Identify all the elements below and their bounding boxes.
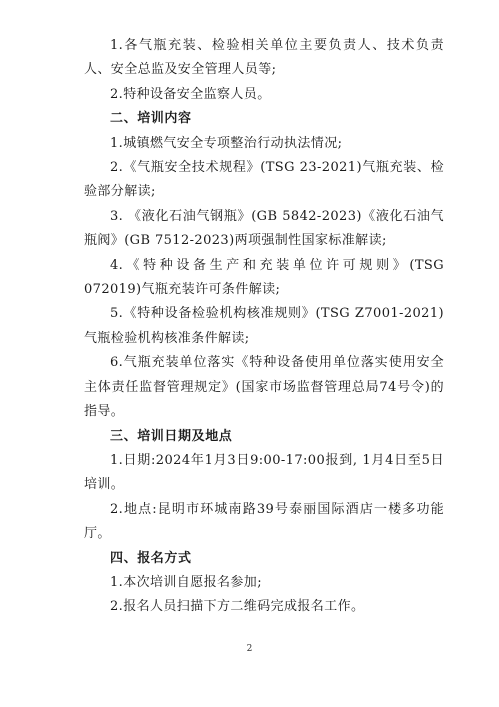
attendee-item-1: 1.各气瓶充装、检验相关单位主要负责人、技术负责人、安全总监及安全管理人员等; <box>84 38 444 78</box>
content-item-2: 2.《气瓶安全技术规程》(TSG 23-2021)气瓶充装、检验部分解读; <box>84 160 444 200</box>
section-heading-date-location: 三、培训日期及地点 <box>110 428 233 444</box>
content-item-3: 3. 《液化石油气钢瓶》(GB 5842-2023)《液化石油气瓶阀》(GB 7512-2023)两项强制性国家标准解读; <box>84 208 444 249</box>
content-item-1: 1.城镇燃气安全专项整治行动执法情况; <box>110 135 343 151</box>
date-item: 1.日期:2024年1月3日9:00-17:00报到, 1月4日至5日培训。 <box>84 452 444 493</box>
content-item-5: 5.《特种设备检验机构核准规则》(TSG Z7001-2021)气瓶检验机构核准条件解读; <box>84 306 444 346</box>
page-number: 2 <box>246 644 253 654</box>
content-item-6: 6.气瓶充装单位落实《特种设备使用单位落实使用安全主体责任监督管理规定》(国家市场监督管理总局74号令)的指导。 <box>84 355 444 420</box>
document-body <box>84 34 444 620</box>
content-item-4: 4.《特种设备生产和充装单位许可规则》(TSG 072019)气瓶充装许可条件解读; <box>84 257 444 298</box>
registration-item-1: 1.本次培训自愿报名参加; <box>110 574 262 590</box>
section-heading-training-content: 二、培训内容 <box>110 111 192 127</box>
location-item: 2.地点:昆明市环城南路39号泰丽国际酒店一楼多功能厅。 <box>84 501 444 542</box>
attendee-item-2: 2.特种设备安全监察人员。 <box>110 86 271 102</box>
section-heading-registration: 四、报名方式 <box>110 550 192 566</box>
registration-item-2: 2.报名人员扫描下方二维码完成报名工作。 <box>110 599 365 615</box>
